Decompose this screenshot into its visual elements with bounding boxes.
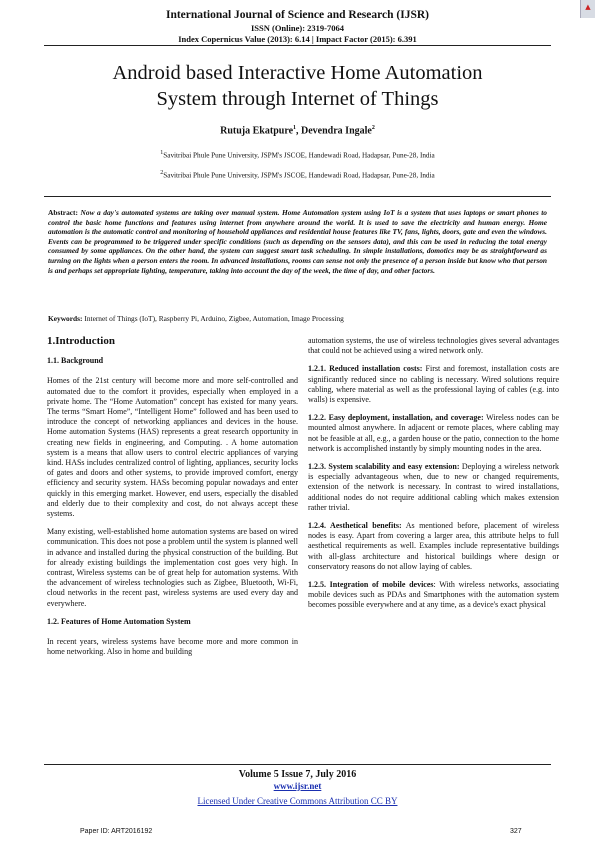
paper-title: [0, 60, 595, 112]
title-line-2: System through Internet of Things: [156, 88, 439, 110]
left-column: [47, 336, 298, 665]
abstract-label: Abstract:: [48, 208, 78, 217]
volume-issue: Volume 5 Issue 7, July 2016: [238, 769, 357, 780]
subsection-text: Wireless nodes can be mounted almost anywhere. In adjacent or remote places, where cabling may not be feasible at all, e.g., a garden house or the patio, connection to the home network is accomplished instantly by simply mounting nodes in the area.: [308, 413, 559, 453]
author-separator: ,: [296, 125, 302, 137]
paragraph: automation systems, the use of wireless technologies gives several advantages that could not be achieved using a wired network only.: [308, 336, 559, 356]
page-number: 327: [510, 828, 522, 835]
subsection-scalability: [308, 462, 559, 513]
subsection-text: First and foremost, installation costs are significantly reduced since no cabling is necessary. Wired solutions require cabling, where material as well as the professional laying of cables (e.g. into walls) is expensive.: [308, 364, 559, 405]
journal-name: International Journal of Science and Research (IJSR): [165, 9, 429, 21]
paragraph: Homes of the 21st century will become more and more self-controlled and automated due to the comfort it provides, especially when employed in a private home. The “Home Automation” concept has existed for many years. The terms “Smart Home”, “Intelligent Home” followed and has been used to introduce the concept of networking appliances and devices in the house. Home automation Systems (HAS) represents a great research opportunity in creating new fields in engineering, and Computing. . A home automation system is a means that allow users to control electric appliances of varying kind. HASs includes centralized control of lighting, appliances, security locks of gates and doors and other systems, to provide improved comfort, energy efficiency and security system. HASs becoming popular nowadays and enter quickly in this emerging market. However, end users, especially the disabled and elderly due to their complexity and cost, do not always accept these systems.: [47, 376, 298, 519]
paragraph: In recent years, wireless systems have become more and more common in home networking. Also in home and building: [47, 637, 298, 657]
journal-website-link[interactable]: www.ijsr.net: [273, 781, 322, 791]
affiliation-1-sup: 1: [160, 150, 164, 156]
author-2: Devendra Ingale: [301, 125, 372, 137]
author-1: Rutuja Ekatpure: [220, 125, 294, 137]
abstract-text: Now a day's automated systems are taking over manual system. Home Automation system using IoT is a system that uses laptops or smart phones to control the basic home functions and features using internet from anywhere around the world. It is used to save the electricity and human energy. Home automation is the automatic control and monitoring of household appliances and residential house features like TV, fans, lights, doors, gate and even the windows. Events can be programmed to be triggered under specific conditions (such as depending on the sensors data), and this can be used in reducing the total energy consumed by some appliances. On the other hand, the system can suggest smart task scheduling. In simple installations, domotics may be as straightforward as turning on the lights when a person enters the room. In advanced installations, rooms can sense not only the presence of a person inside but know who that person is and perhaps set appropriate lighting, temperature, taking into account the day of the week, the time of day, and other factors.: [48, 208, 547, 275]
keywords-label: Keywords:: [48, 314, 83, 323]
section-introduction-heading: 1.Introduction: [47, 335, 115, 347]
subsection-lead: 1.2.4. Aesthetical benefits:: [308, 521, 402, 531]
subsection-lead: 1.2.5. Integration of mobile devices: [308, 580, 434, 590]
author-2-sup: 2: [371, 125, 375, 131]
subsection-aesthetical: [308, 521, 559, 572]
paper-id: Paper ID: ART2016192: [80, 828, 153, 835]
subsection-text: As mentioned before, placement of wireless nodes is easy. Apart from covering a larger area, this attribute helps to full aesthetical requirements as well. Examples include representative buildings with all-glass architecture and historical buildings where design or conservatory reasons do not allow laying of cables.: [308, 521, 559, 571]
footer-divider: [44, 764, 551, 765]
affiliation-2: [0, 170, 595, 179]
subsection-text: : With wireless networks, associating mobile devices such as PDAs and Smartphones with the automation system becomes possible everywhere and at any time, as a device's exact physical: [308, 580, 559, 610]
header-divider: [44, 45, 551, 46]
pdf-icon: ▲: [585, 3, 591, 11]
authors: [0, 125, 595, 136]
section-background-heading: 1.1. Background: [47, 356, 104, 366]
license-link[interactable]: Licensed Under Creative Commons Attribution CC BY: [197, 796, 398, 806]
paragraph: Many existing, well-established home automation systems are based on wired communication. This does not pose a problem until the system is planned well in advance and installed during the physical construction of the building. But for already existing buildings the implementation cost goes very high. In contrast, Wireless systems can be of great help for automation systems. With the advancement of wireless technologies such as Zigbee, Bluetooth, Wi-Fi, cloud networks in the recent past, wireless systems are used every day and everywhere.: [47, 527, 298, 608]
author-1-sup: 1: [293, 125, 297, 131]
journal-issn: ISSN (Online): 2319-7064: [250, 23, 345, 33]
subsection-text: Deploying a wireless network is especially advantageous when, due to new or changed requirements, extension of the network is necessary. In contrast to wired installations, additional nodes do not require additional cabling which makes extension rather trivial.: [308, 462, 559, 512]
section-features-heading: 1.2. Features of Home Automation System: [47, 616, 191, 626]
affiliation-2-text: Savitribai Phule Pune University, JSPM's JSCOE, Handewadi Road, Hadapsar, Pune-28, India: [163, 171, 435, 180]
abstract: [48, 208, 547, 275]
affiliation-2-sup: 2: [160, 170, 164, 176]
affiliation-1-text: Savitribai Phule Pune University, JSPM's JSCOE, Handewadi Road, Hadapsar, Pune-28, India: [163, 151, 435, 160]
subsection-lead: 1.2.1. Reduced installation costs:: [308, 364, 423, 374]
subsection-lead: 1.2.2. Easy deployment, installation, and coverage:: [308, 413, 484, 423]
subsection-easy-deployment: [308, 413, 559, 454]
journal-index: Index Copernicus Value (2013): 6.14 | Impact Factor (2015): 6.391: [178, 34, 417, 44]
subsection-mobile-devices: [308, 580, 559, 611]
subsection-lead: 1.2.3. System scalability and easy extension:: [308, 462, 460, 472]
keywords-text: Internet of Things (IoT), Raspberry Pi, Arduino, Zigbee, Automation, Image Processing: [84, 314, 344, 323]
affiliation-1: [0, 150, 595, 159]
subsection-reduced-cost: [308, 364, 559, 405]
keywords: [48, 314, 547, 323]
right-column: [308, 336, 559, 619]
title-line-1: Android based Interactive Home Automation: [112, 62, 483, 84]
abstract-top-rule: [44, 196, 551, 197]
